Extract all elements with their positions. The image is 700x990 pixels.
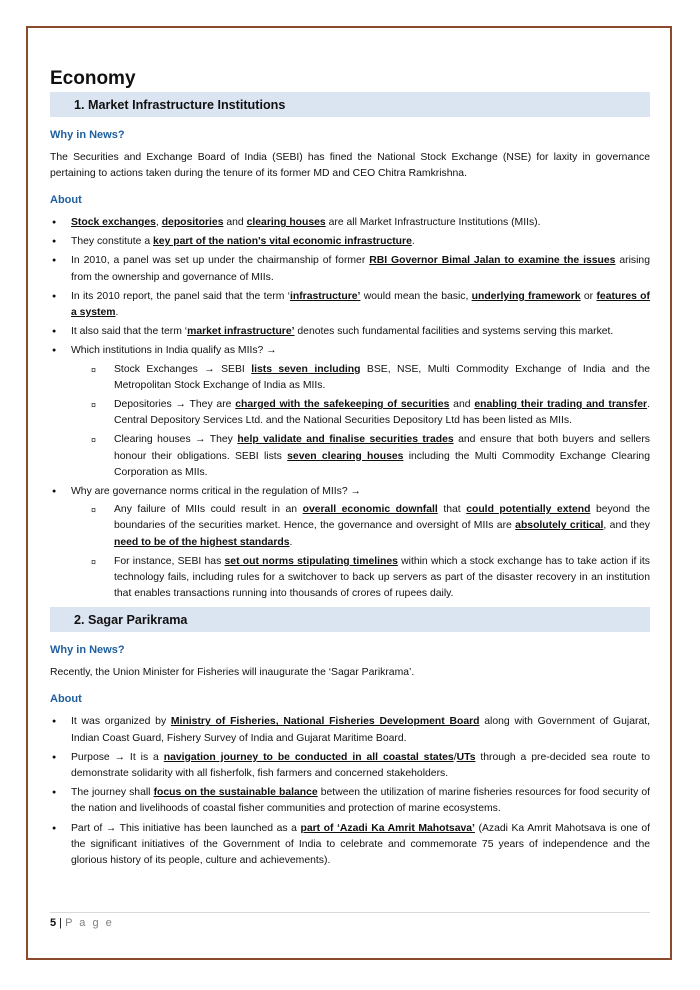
arrow-icon: → [350, 486, 361, 498]
list-item: ● Why are governance norms critical in the regulation of MIIs? → ¤ Any failure of MIIs could result in an overall economic downfall that could potentially extend beyond the boundaries of the securities market. Hence, the governance and oversight of MIIs are absolutely critical, and they need to be of the highest standards. ¤ For instance, SEBI has set out norms stipulating timelines within which a stock exchange has to take action if its technology fails, including rules for a switchover to back up servers as part of the disaster recovery in an institution that enables transactions running into thousands of crores of rupees daily. [50, 484, 650, 602]
list-item: ¤ Clearing houses → They help validate and finalise securities trades and ensure that both buyers and sellers honour their obligations. SEBI lists seven clearing houses including the Multi Commodity Exchange Clearing Corporation as MIIs. [71, 432, 650, 481]
arrow-icon: → [266, 345, 277, 357]
list-item: ● It also said that the term ‘market infrastructure’ denotes such fundamental facilities and systems serving this market. [50, 324, 650, 340]
list-item: ● In 2010, a panel was set up under the chairmanship of former RBI Governor Bimal Jalan to examine the issues arising from the ownership and governance of MIIs. [50, 253, 650, 285]
governance-sublist [71, 502, 650, 602]
mii-types-sublist [71, 362, 650, 481]
arrow-icon: → [175, 399, 186, 411]
arrow-icon: → [195, 434, 206, 446]
why-in-news-text: The Securities and Exchange Board of India (SEBI) has fined the National Stock Exchange (NSE) for laxity in governance pertaining to actions taken during the tenure of its former MD and CEO Chitra Ramkrishna. [50, 152, 650, 179]
arrow-icon: → [204, 363, 215, 375]
list-item: ¤ Depositories → They are charged with the safekeeping of securities and enabling their trading and transfer. Central Depository Services Ltd. and the National Securities Depository Ltd has been listed as MIIs. [71, 397, 650, 429]
section-heading-sagar-parikrama: 2. Sagar Parikrama [50, 607, 650, 632]
page-number: 5 [50, 917, 57, 929]
page-label: P a g e [65, 917, 114, 929]
arrow-icon: → [114, 751, 126, 763]
mii-bullet-list [50, 215, 650, 602]
list-item: ● It was organized by Ministry of Fisheries, National Fisheries Development Board along with Government of Gujarat, Indian Coast Guard, Fishery Survey of India and Gujarat Maritime Board. [50, 714, 650, 746]
sagar-bullet-list [50, 714, 650, 869]
list-item: ¤ For instance, SEBI has set out norms stipulating timelines within which a stock exchange has to take action if its technology fails, including rules for a switchover to back up servers as part of the disaster recovery in an institution that enables transactions running into thousands of crores of rupees daily. [71, 554, 650, 603]
list-item: ¤ Any failure of MIIs could result in an overall economic downfall that could potentially extend beyond the boundaries of the securities market. Hence, the governance and oversight of MIIs are absolutely critical, and they need to be of the highest standards. [71, 502, 650, 551]
about-label: About [50, 194, 82, 206]
list-item: ● In its 2010 report, the panel said that the term ‘infrastructure’ would mean the basic, underlying framework or features of a system. [50, 289, 650, 321]
about-label: About [50, 693, 82, 706]
arrow-icon: → [105, 822, 117, 834]
list-item: ● Purpose → It is a navigation journey to be conducted in all coastal states/UTs through a pre-decided sea route to demonstrate solidarity with all fisherfolk, fish farmers and concerned stakeholders. [50, 750, 650, 782]
page-content [50, 64, 650, 872]
list-item: ● They constitute a key part of the nation's vital economic infrastructure. [50, 234, 650, 250]
page-title: Economy [50, 68, 136, 89]
section-heading-mii: 1. Market Infrastructure Institutions [50, 92, 650, 117]
why-in-news-label: Why in News? [50, 644, 125, 657]
list-item: ● Part of → This initiative has been launched as a part of ‘Azadi Ka Amrit Mahotsava’ (Azadi Ka Amrit Mahotsava is one of the significant initiatives of the Government of India to celebrate and commemorate 75 years of independence and the glorious history of its people, culture and achievements). [50, 821, 650, 870]
list-item: ● Which institutions in India qualify as MIIs? → ¤ Stock Exchanges → SEBI lists seven including BSE, NSE, Multi Commodity Exchange of India and the Metropolitan Stock Exchange of India as MIIs. ¤ Depositories → They are charged with the safekeeping of securities and enabling their trading and transfer. Central Depository Services Ltd. and the National Securities Depository Ltd has been listed as MIIs. ¤ Clearing houses → They help validate and finalise securities trades and ensure that both buyers and sellers honour their obligations. SEBI lists seven clearing houses including the Multi Commodity Exchange Clearing Corporation as MIIs. [50, 343, 650, 481]
list-item: ¤ Stock Exchanges → SEBI lists seven including BSE, NSE, Multi Commodity Exchange of India and the Metropolitan Stock Exchange of India as MIIs. [71, 362, 650, 394]
why-in-news-text: Recently, the Union Minister for Fisheries will inaugurate the ‘Sagar Parikrama’. [50, 667, 415, 679]
footer-separator: | [56, 917, 66, 929]
why-in-news-label: Why in News? [50, 129, 125, 141]
list-item: ● The journey shall focus on the sustainable balance between the utilization of marine fisheries resources for food security of the nation and livelihoods of coastal fisher communities and protection of marine ecosystems. [50, 785, 650, 817]
page-footer [50, 912, 650, 929]
list-item: ● Stock exchanges, depositories and clearing houses are all Market Infrastructure Institutions (MIIs). [50, 215, 650, 231]
